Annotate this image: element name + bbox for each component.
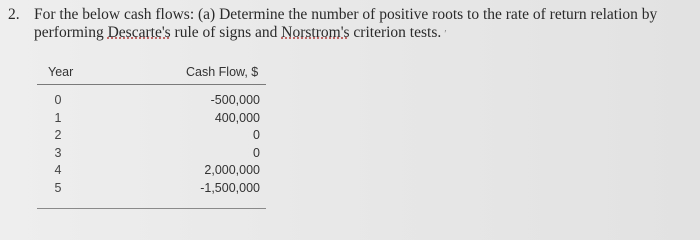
question-number: 2.: [8, 6, 20, 23]
year-cell: 0: [54, 93, 62, 107]
year-cell: 4: [54, 163, 62, 178]
cashflow-cell: 0: [253, 128, 260, 143]
question-text-end: criterion tests.: [349, 24, 442, 41]
cashflow-cell: -500,000: [210, 93, 260, 107]
year-cell: 5: [54, 180, 62, 195]
header-rule: [37, 84, 266, 85]
question-text-start: For the below cash flows: (a) Determine the number of positive roots to the rate of return relation by performing: [34, 6, 658, 41]
year-column: [48, 92, 68, 198]
question-text: [34, 6, 696, 43]
table-bottom-rule: [37, 208, 266, 209]
year-cell: 2: [54, 128, 62, 143]
year-cell: 3: [54, 145, 62, 160]
cashflow-column-header: Cash Flow, $: [186, 65, 259, 79]
cashflow-cell: 400,000: [214, 110, 260, 125]
cashflow-column: [160, 92, 260, 198]
year-column-header: Year: [48, 65, 74, 79]
question-text-middle: rule of signs and: [170, 24, 282, 41]
cashflow-cell: -1,500,000: [200, 180, 260, 195]
cashflow-cell: 2,000,000: [204, 163, 260, 178]
pen-mark-icon: ′: [444, 28, 447, 40]
year-cell: 1: [54, 110, 62, 125]
descartes-term: Descarte's: [107, 24, 171, 41]
cashflow-cell: 0: [253, 145, 260, 160]
norstrom-term: Norstrom's: [281, 24, 350, 41]
